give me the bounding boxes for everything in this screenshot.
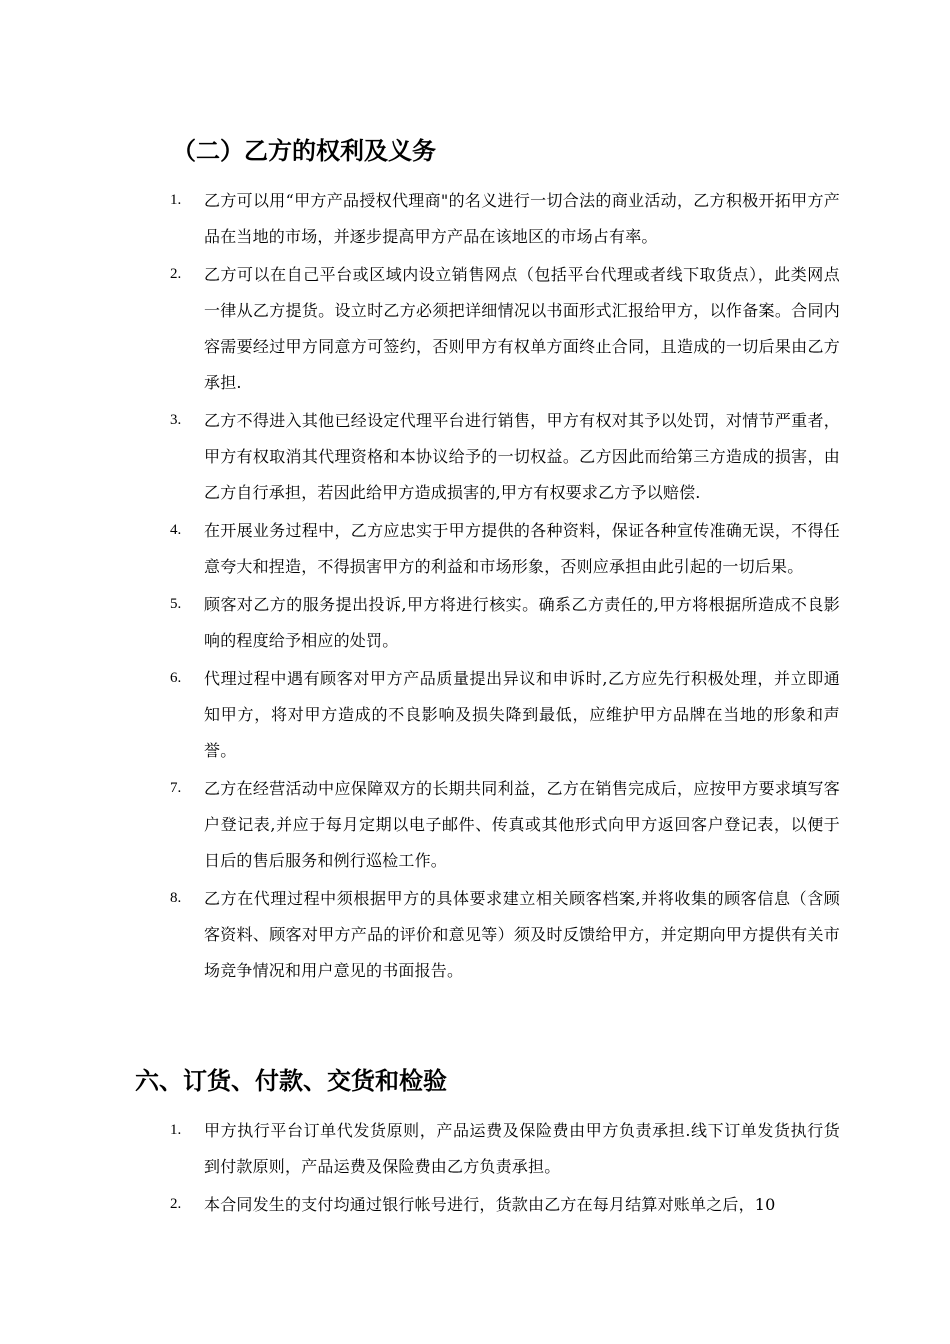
item-number: 4. (170, 522, 182, 538)
item-number: 6. (170, 670, 182, 686)
list-item (0, 183, 950, 255)
list-item (0, 771, 950, 879)
list-item (0, 587, 950, 659)
ordering-payment-list (0, 1113, 950, 1225)
list-item (0, 1113, 950, 1185)
item-number: 5. (170, 596, 182, 612)
item-number: 1. (170, 192, 182, 208)
item-text: 乙方可以用“甲方产品授权代理商"的名义进行一切合法的商业活动，乙方积极开拓甲方产品在当地的市场，并逐步提高甲方产品在该地区的市场占有率。 (204, 191, 840, 246)
item-number: 7. (170, 780, 182, 796)
list-item (0, 661, 950, 769)
item-number: 1. (170, 1122, 182, 1138)
item-text: 在开展业务过程中，乙方应忠实于甲方提供的各种资料，保证各种宣传准确无误，不得任意夸大和捏造，不得损害甲方的利益和市场形象，否则应承担由此引起的一切后果。 (204, 521, 840, 576)
list-item (0, 513, 950, 585)
item-text: 顾客对乙方的服务提出投诉,甲方将进行核实。确系乙方责任的,甲方将根据所造成不良影响的程度给予相应的处罚。 (204, 595, 840, 650)
list-item (0, 1187, 950, 1223)
list-item (0, 257, 950, 401)
item-text: 乙方在经营活动中应保障双方的长期共同利益，乙方在销售完成后，应按甲方要求填写客户登记表,并应于每月定期以电子邮件、传真或其他形式向甲方返回客户登记表，以便于日后的售后服务和例行巡检工作。 (204, 779, 840, 870)
item-text: 乙方不得进入其他已经设定代理平台进行销售，甲方有权对其予以处罚，对情节严重者，甲方有权取消其代理资格和本协议给予的一切权益。乙方因此而给第三方造成的损害，由乙方自行承担，若因此给甲方造成损害的,甲方有权要求乙方予以赔偿. (204, 411, 840, 502)
item-text: 代理过程中遇有顾客对甲方产品质量提出异议和申诉时,乙方应先行积极处理，并立即通知甲方，将对甲方造成的不良影响及损失降到最低，应维护甲方品牌在当地的形象和声誉。 (204, 669, 840, 760)
item-text: 本合同发生的支付均通过银行帐号进行，货款由乙方在每月结算对账单之后，10 (204, 1195, 776, 1214)
item-text: 乙方在代理过程中须根据甲方的具体要求建立相关顾客档案,并将收集的顾客信息（含顾客资料、顾客对甲方产品的评价和意见等）须及时反馈给甲方，并定期向甲方提供有关市场竞争情况和用户意见的书面报告。 (204, 889, 840, 980)
item-number: 3. (170, 412, 182, 428)
item-number: 2. (170, 266, 182, 282)
item-number: 8. (170, 890, 182, 906)
item-text: 甲方执行平台订单代发货原则，产品运费及保险费由甲方负责承担.线下订单发货执行货到付款原则，产品运费及保险费由乙方负责承担。 (204, 1121, 840, 1176)
item-number: 2. (170, 1196, 182, 1212)
section-heading-party-b-rights: （二）乙方的权利及义务 (172, 136, 436, 165)
item-text: 乙方可以在自己平台或区域内设立销售网点（包括平台代理或者线下取货点），此类网点一律从乙方提货。设立时乙方必须把详细情况以书面形式汇报给甲方，以作备案。合同内容需要经过甲方同意方可签约，否则甲方有权单方面终止合同，且造成的一切后果由乙方承担. (204, 265, 840, 392)
section-heading-ordering-payment: 六、订货、付款、交货和检验 (135, 1066, 447, 1095)
list-item (0, 403, 950, 511)
list-item (0, 881, 950, 989)
party-b-rights-list (0, 183, 950, 991)
